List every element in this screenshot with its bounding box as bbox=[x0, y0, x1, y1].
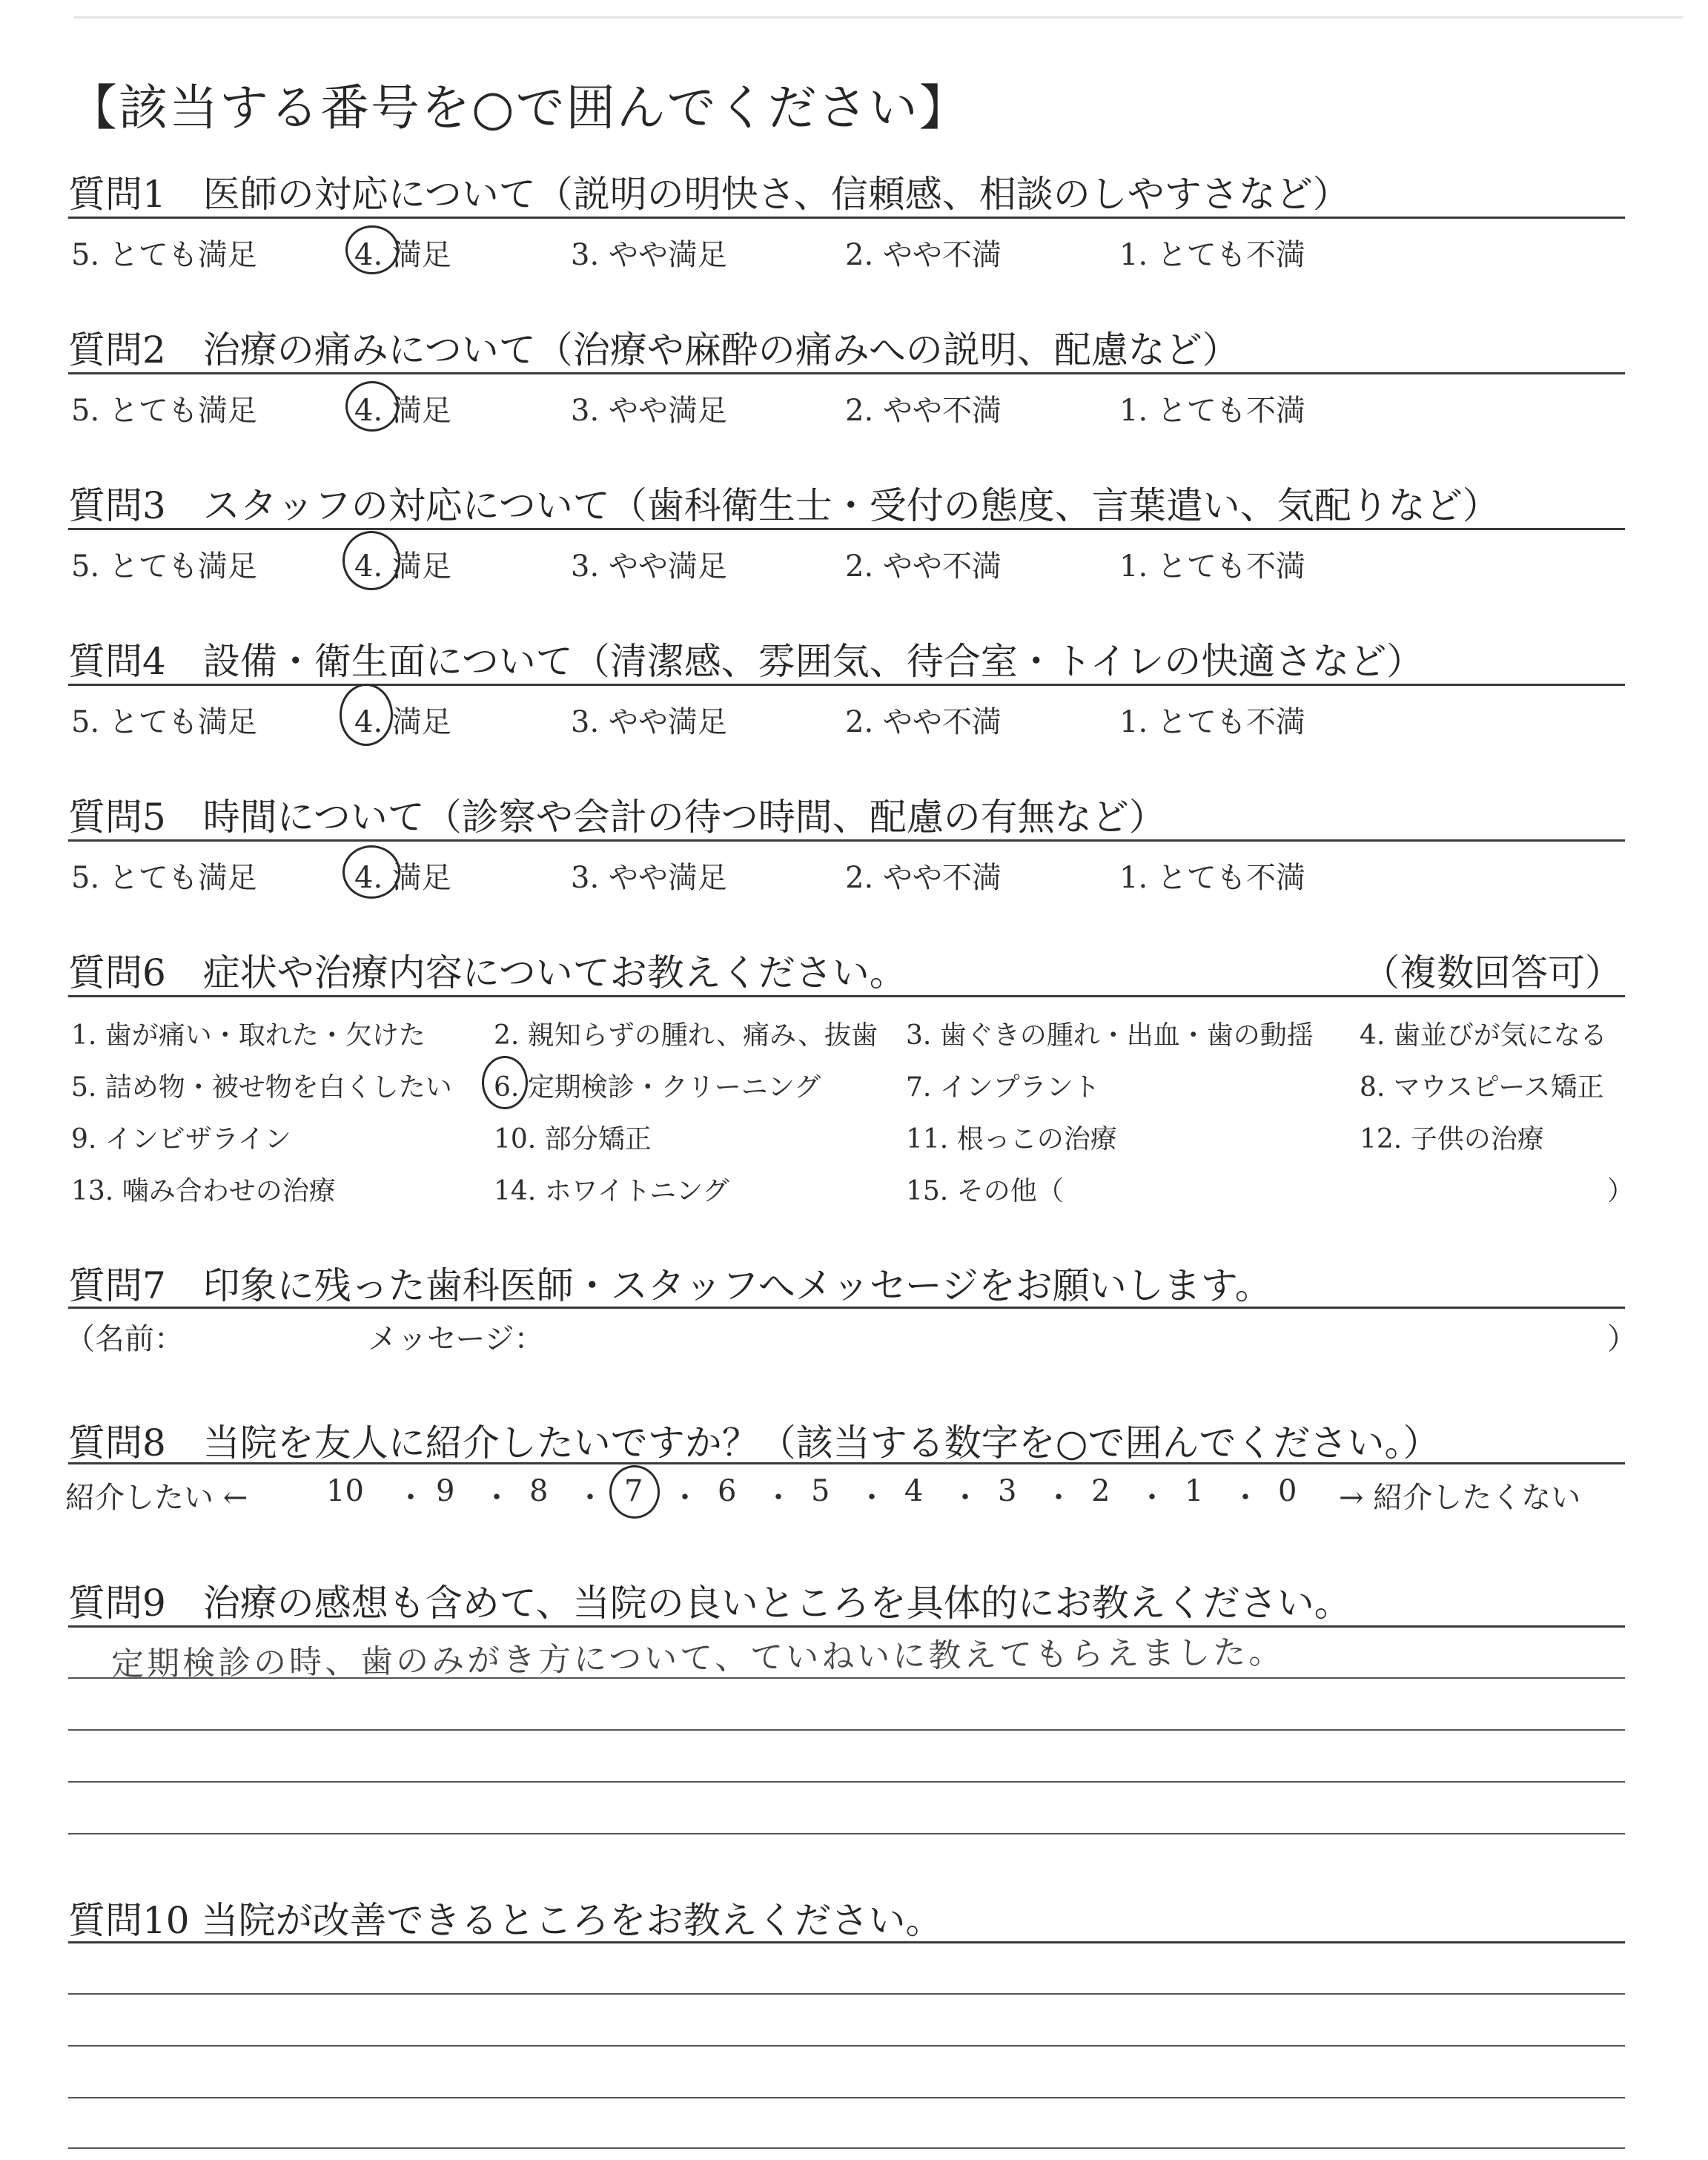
q7-message-label: メッセージ： bbox=[368, 1322, 544, 1356]
q6-title: 質問6 症状や治療内容についてお教えください。 bbox=[68, 951, 907, 994]
q2-rule bbox=[68, 372, 1625, 374]
q7-rule bbox=[68, 1307, 1625, 1309]
form-header: 【該当する番号を○で囲んでください】 bbox=[68, 79, 970, 136]
q6-selection-circle bbox=[482, 1056, 528, 1109]
q8-score-10[interactable]: 10 bbox=[326, 1474, 364, 1508]
q6-rule bbox=[68, 995, 1625, 997]
q8-right-label: → 紹介したくない bbox=[1339, 1481, 1581, 1515]
q8-dot: ・ bbox=[764, 1481, 793, 1515]
q2-title: 質問2 治療の痛みについて（治療や麻酔の痛みへの説明、配慮など） bbox=[68, 328, 1239, 371]
q8-dot: ・ bbox=[1231, 1481, 1260, 1515]
q8-score-7[interactable]: 7 bbox=[624, 1474, 643, 1508]
q2-option-5[interactable]: 5. とても満足 bbox=[71, 394, 257, 428]
q5-option-4[interactable]: 4. 満足 bbox=[354, 861, 451, 895]
q4-option-1[interactable]: 1. とても不満 bbox=[1119, 705, 1305, 739]
q1-title: 質問1 医師の対応について（説明の明快さ、信頼感、相談のしやすさなど） bbox=[68, 173, 1350, 216]
q1-option-4[interactable]: 4. 満足 bbox=[354, 238, 451, 272]
q10-answer-line bbox=[68, 2147, 1625, 2149]
q7-name-label: （名前： bbox=[65, 1322, 184, 1356]
q5-rule bbox=[68, 839, 1625, 842]
q6-option-9[interactable]: 9. インビザライン bbox=[71, 1124, 291, 1155]
q8-score-3[interactable]: 3 bbox=[998, 1474, 1017, 1508]
q10-answer-line bbox=[68, 1993, 1625, 1995]
q4-title: 質問4 設備・衛生面について（清潔感、雰囲気、待合室・トイレの快適さなど） bbox=[68, 640, 1424, 683]
q8-dot: ・ bbox=[857, 1481, 887, 1515]
q1-selection-circle bbox=[345, 225, 399, 274]
q8-score-6[interactable]: 6 bbox=[718, 1474, 737, 1508]
q8-dot: ・ bbox=[950, 1481, 980, 1515]
q4-rule bbox=[68, 684, 1625, 686]
q1-rule bbox=[68, 217, 1625, 219]
q6-other-close: ） bbox=[1607, 1176, 1635, 1206]
q6-option-14[interactable]: 14. ホワイトニング bbox=[494, 1176, 729, 1206]
q8-dot: ・ bbox=[670, 1481, 700, 1515]
q8-score-2[interactable]: 2 bbox=[1091, 1474, 1110, 1508]
q3-selection-circle bbox=[342, 531, 400, 590]
q8-rule bbox=[68, 1462, 1625, 1464]
q8-dot: ・ bbox=[482, 1481, 512, 1515]
q9-answer-line bbox=[68, 1833, 1625, 1834]
q2-option-4[interactable]: 4. 満足 bbox=[354, 394, 451, 428]
q6-note: （複数回答可） bbox=[1363, 951, 1622, 994]
q5-selection-circle bbox=[342, 845, 400, 899]
q6-option-4[interactable]: 4. 歯並びが気になる bbox=[1360, 1020, 1607, 1051]
q1-option-1[interactable]: 1. とても不満 bbox=[1119, 238, 1305, 272]
q8-selection-circle bbox=[609, 1465, 660, 1519]
q10-title: 質問10 当院が改善できるところをお教えください。 bbox=[68, 1899, 943, 1942]
q2-option-2[interactable]: 2. やや不満 bbox=[845, 394, 1002, 428]
q8-title: 質問8 当院を友人に紹介したいですか？（該当する数字を○で囲んでください。） bbox=[68, 1421, 1440, 1464]
q7-title: 質問7 印象に残った歯科医師・スタッフへメッセージをお願いします。 bbox=[68, 1264, 1272, 1307]
q2-option-3[interactable]: 3. やや満足 bbox=[571, 394, 727, 428]
q8-score-9[interactable]: 9 bbox=[436, 1474, 455, 1508]
q10-answer-line bbox=[68, 2045, 1625, 2047]
q6-option-15[interactable]: 15. その他（ bbox=[906, 1176, 1064, 1206]
q9-title: 質問9 治療の感想も含めて、当院の良いところを具体的にお教えください。 bbox=[68, 1582, 1351, 1625]
q8-score-0[interactable]: 0 bbox=[1278, 1474, 1297, 1508]
q9-answer-line bbox=[68, 1729, 1625, 1731]
q8-dot: ・ bbox=[1137, 1481, 1167, 1515]
q8-dot: ・ bbox=[396, 1481, 426, 1515]
q6-option-10[interactable]: 10. 部分矯正 bbox=[494, 1124, 652, 1155]
q8-score-1[interactable]: 1 bbox=[1185, 1474, 1204, 1508]
q9-rule bbox=[68, 1625, 1625, 1628]
q3-option-5[interactable]: 5. とても満足 bbox=[71, 549, 257, 584]
q4-option-3[interactable]: 3. やや満足 bbox=[571, 705, 727, 739]
q6-option-7[interactable]: 7. インプラント bbox=[906, 1072, 1100, 1103]
q2-option-1[interactable]: 1. とても不満 bbox=[1119, 394, 1305, 428]
q3-option-3[interactable]: 3. やや満足 bbox=[571, 549, 727, 584]
q7-close: ） bbox=[1607, 1322, 1637, 1356]
q10-answer-line bbox=[68, 2097, 1625, 2098]
q6-option-2[interactable]: 2. 親知らずの腫れ、痛み、抜歯 bbox=[494, 1020, 878, 1051]
q6-option-11[interactable]: 11. 根っこの治療 bbox=[906, 1124, 1117, 1155]
q5-option-1[interactable]: 1. とても不満 bbox=[1119, 861, 1305, 895]
q9-answer-line bbox=[68, 1781, 1625, 1783]
q3-option-2[interactable]: 2. やや不満 bbox=[845, 549, 1002, 584]
q5-option-2[interactable]: 2. やや不満 bbox=[845, 861, 1002, 895]
q4-option-5[interactable]: 5. とても満足 bbox=[71, 705, 257, 739]
q9-answer-line bbox=[68, 1677, 1625, 1679]
q5-option-3[interactable]: 3. やや満足 bbox=[571, 861, 727, 895]
q8-left-label: 紹介したい ← bbox=[65, 1481, 248, 1515]
q3-option-4[interactable]: 4. 満足 bbox=[354, 549, 451, 584]
q8-dot: ・ bbox=[575, 1481, 605, 1515]
q1-option-5[interactable]: 5. とても満足 bbox=[71, 238, 257, 272]
q6-option-5[interactable]: 5. 詰め物・被せ物を白くしたい bbox=[71, 1072, 452, 1103]
q4-option-4[interactable]: 4. 満足 bbox=[354, 705, 451, 739]
q3-title: 質問3 スタッフの対応について（歯科衛生士・受付の態度、言葉遣い、気配りなど） bbox=[68, 484, 1500, 527]
q5-option-5[interactable]: 5. とても満足 bbox=[71, 861, 257, 895]
q6-option-13[interactable]: 13. 噛み合わせの治療 bbox=[71, 1176, 336, 1206]
q4-option-2[interactable]: 2. やや不満 bbox=[845, 705, 1002, 739]
q2-selection-circle bbox=[345, 381, 399, 432]
q6-option-6[interactable]: 6. 定期検診・クリーニング bbox=[494, 1072, 821, 1103]
q8-score-5[interactable]: 5 bbox=[811, 1474, 830, 1508]
q6-option-8[interactable]: 8. マウスピース矯正 bbox=[1360, 1072, 1604, 1103]
q6-option-3[interactable]: 3. 歯ぐきの腫れ・出血・歯の動揺 bbox=[906, 1020, 1314, 1051]
q8-score-4[interactable]: 4 bbox=[904, 1474, 924, 1508]
q4-selection-circle bbox=[340, 684, 393, 746]
q8-dot: ・ bbox=[1044, 1481, 1073, 1515]
q8-score-8[interactable]: 8 bbox=[529, 1474, 549, 1508]
q3-option-1[interactable]: 1. とても不満 bbox=[1119, 549, 1305, 584]
top-border bbox=[74, 16, 1683, 19]
q6-option-1[interactable]: 1. 歯が痛い・取れた・欠けた bbox=[71, 1020, 426, 1051]
q5-title: 質問5 時間について（診察や会計の待つ時間、配慮の有無など） bbox=[68, 796, 1166, 839]
q1-option-2[interactable]: 2. やや不満 bbox=[845, 238, 1002, 272]
q10-rule bbox=[68, 1941, 1625, 1943]
q1-option-3[interactable]: 3. やや満足 bbox=[571, 238, 727, 272]
q6-option-12[interactable]: 12. 子供の治療 bbox=[1360, 1124, 1544, 1155]
q9-handwritten-answer: 定期検診の時、歯のみがき方について、ていねいに教えてもらえました。 bbox=[110, 1633, 1285, 1684]
q3-rule bbox=[68, 528, 1625, 530]
